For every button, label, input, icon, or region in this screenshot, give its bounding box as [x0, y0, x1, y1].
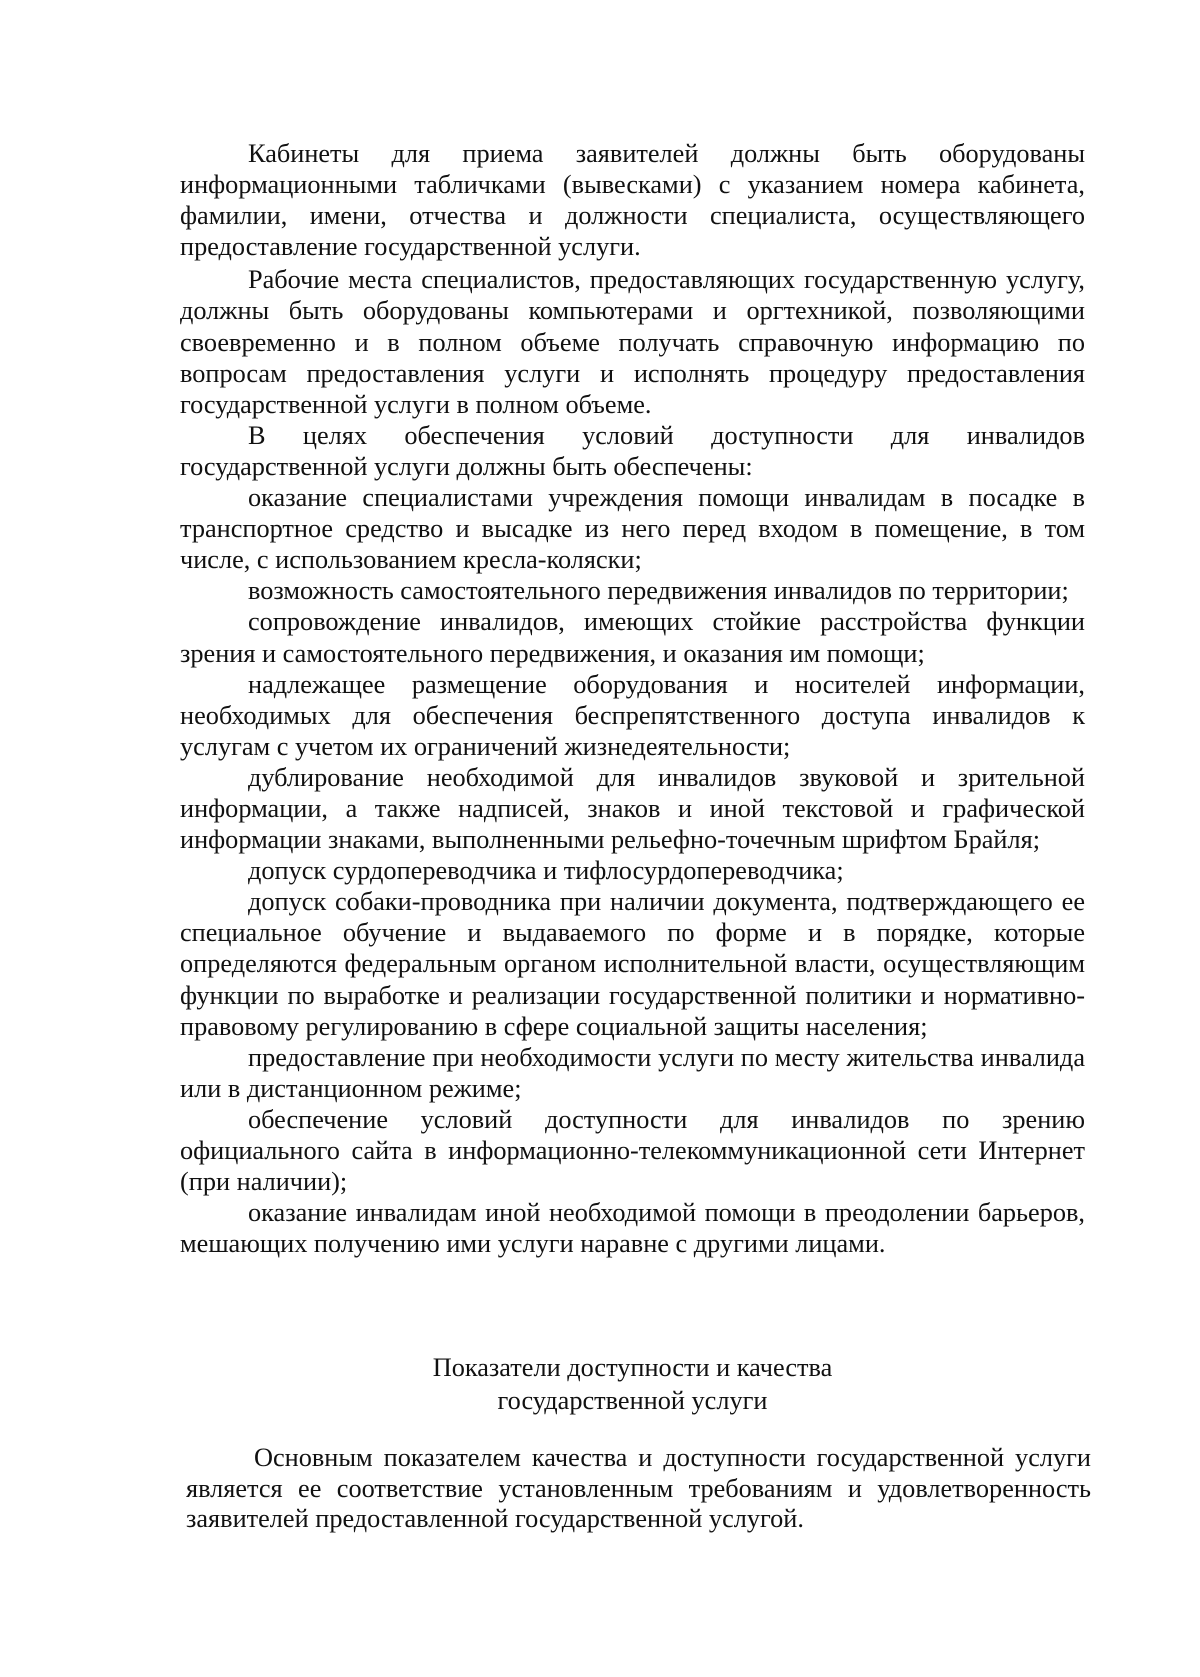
list-item-sign-interpreter: допуск сурдопереводчика и тифлосурдопереводчика; [248, 856, 844, 886]
list-item-guide-dog: допуск собаки-проводника при наличии документа, подтверждающего ее специальное обучение и выдаваемого по форме и в порядке, которые определяются федеральным органом исполнительной власти, осуществляющим функции по выработке и реализации государственной политики и нормативно-правовому регулированию в сфере социальной защиты населения; [180, 887, 1085, 1041]
list-item-boarding-assistance: оказание специалистами учреждения помощи инвалидам в посадке в транспортное средство и высадке из него перед входом в помещение, в том числе, с использованием кресла-коляски; [180, 483, 1085, 575]
list-item-independent-movement: возможность самостоятельного передвижения инвалидов по территории; [248, 576, 1069, 606]
paragraph-workplaces: Рабочие места специалистов, предоставляющих государственную услугу, должны быть оборудованы компьютерами и оргтехникой, позволяющими своевременно и в полном объеме получать справочную информацию по вопросам предоставления услуги и исполнять процедуру предоставления государственной услуги в полном объеме. [180, 265, 1085, 419]
document-body [180, 138, 1085, 1259]
section-heading-line-2: государственной услуги [497, 1386, 768, 1415]
section-heading [180, 1351, 1085, 1417]
quality-indicator-section [186, 1443, 1091, 1535]
paragraph-quality-indicator: Основным показателем качества и доступности государственной услуги является ее соответствие установленным требованиям и удовлетворенность заявителей предоставленной государственной услугой. [186, 1443, 1091, 1534]
list-item-website-accessibility: обеспечение условий доступности для инвалидов по зрению официального сайта в информационно-телекоммуникационной сети Интернет (при наличии); [180, 1104, 1085, 1197]
list-item-remote-service: предоставление при необходимости услуги по месту жительства инвалида или в дистанционном режиме; [180, 1042, 1085, 1103]
list-item-escort: сопровождение инвалидов, имеющих стойкие расстройства функции зрения и самостоятельного передвижения, и оказания им помощи; [180, 607, 1085, 668]
list-item-other-assistance: оказание инвалидам иной необходимой помощи в преодолении барьеров, мешающих получению ими услуги наравне с другими лицами. [180, 1198, 1085, 1259]
paragraph-accessibility-intro: В целях обеспечения условий доступности для инвалидов государственной услуги должны быть обеспечены: [180, 420, 1085, 481]
list-item-braille-duplication: дублирование необходимой для инвалидов звуковой и зрительной информации, а также надписей, знаков и иной текстовой и графической информации знаками, выполненными рельефно-точечным шрифтом Брайля; [180, 762, 1085, 855]
list-item-equipment-placement: надлежащее размещение оборудования и носителей информации, необходимых для обеспечения беспрепятственного доступа инвалидов к услугам с учетом их ограничений жизнедеятельности; [180, 669, 1085, 761]
paragraph-offices-signage: Кабинеты для приема заявителей должны быть оборудованы информационными табличками (вывесками) с указанием номера кабинета, фамилии, имени, отчества и должности специалиста, осуществляющего предоставление государственной услуги. [180, 139, 1085, 262]
section-heading-line-1: Показатели доступности и качества [432, 1353, 833, 1382]
